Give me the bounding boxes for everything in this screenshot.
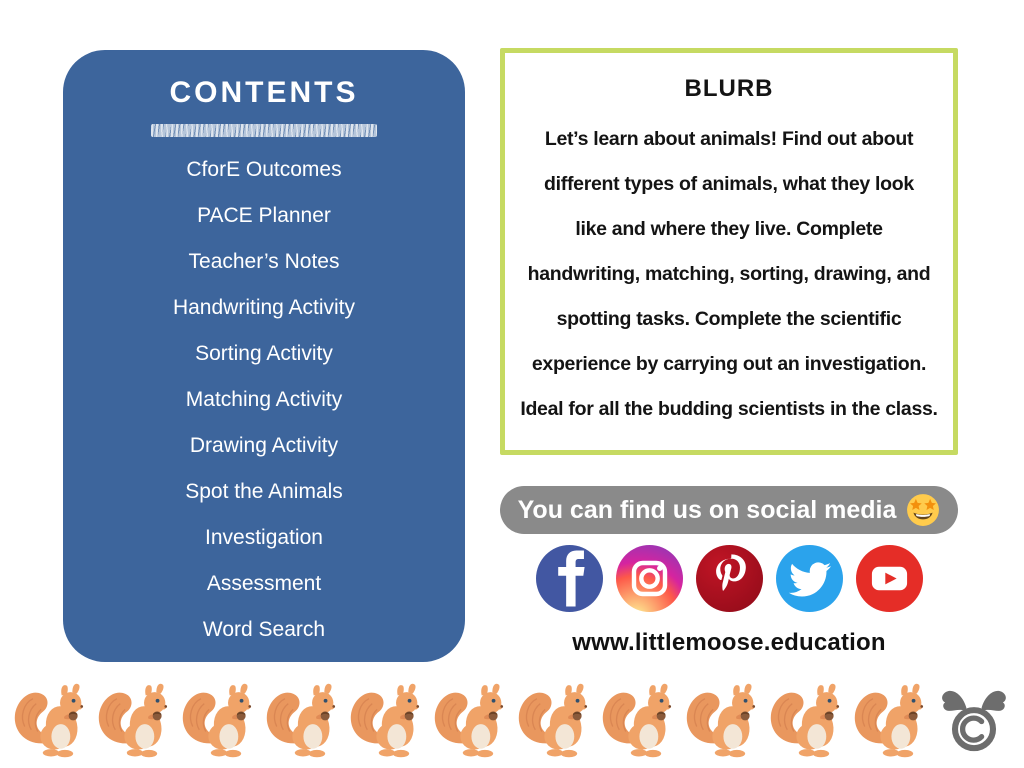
squirrel-icon (94, 676, 176, 764)
contents-item: Matching Activity (185, 388, 343, 411)
squirrel-icon (10, 676, 92, 764)
website-url[interactable]: www.littlemoose.education (572, 629, 886, 656)
blurb-box (500, 48, 958, 455)
blurb-line: different types of animals, what they look (544, 173, 914, 195)
contents-panel (63, 50, 465, 662)
chalk-underline (151, 124, 377, 137)
blurb-line: handwriting, matching, sorting, drawing, and (527, 263, 931, 285)
contents-list (63, 147, 465, 653)
squirrel-icon (598, 676, 680, 764)
contents-item: Drawing Activity (189, 434, 339, 457)
squirrel-icon (346, 676, 428, 764)
star-struck-emoji-icon (906, 493, 940, 527)
instagram-icon[interactable] (616, 545, 683, 612)
blurb-line: experience by carrying out an investigation. (531, 353, 927, 375)
social-banner-text: You can find us on social media (517, 495, 897, 524)
youtube-icon[interactable] (856, 545, 923, 612)
contents-item: Investigation (205, 526, 323, 549)
squirrel-border-row (10, 672, 1014, 764)
blurb-line: Ideal for all the budding scientists in the class. (520, 398, 938, 420)
contents-item: Sorting Activity (195, 342, 333, 365)
contents-item: Assessment (206, 572, 322, 595)
contents-item: CforE Outcomes (186, 158, 342, 181)
squirrel-icon (514, 676, 596, 764)
contents-item: Word Search (202, 618, 326, 641)
blurb-line: like and where they live. Complete (575, 218, 883, 240)
squirrel-icon (766, 676, 848, 764)
blurb-line: spotting tasks. Complete the scientific (556, 308, 902, 330)
contents-title: CONTENTS (169, 76, 359, 109)
contents-item: Teacher’s Notes (188, 250, 340, 273)
squirrel-icon (850, 676, 932, 764)
contents-item: Handwriting Activity (172, 296, 356, 319)
social-media-banner (500, 486, 958, 534)
blurb-text (505, 117, 953, 432)
squirrel-icon (178, 676, 260, 764)
twitter-icon[interactable] (776, 545, 843, 612)
contents-item: Spot the Animals (185, 480, 343, 503)
squirrel-icon (430, 676, 512, 764)
squirrel-icon (262, 676, 344, 764)
facebook-icon[interactable] (536, 545, 603, 612)
blurb-title: BLURB (684, 75, 774, 102)
pinterest-icon[interactable] (696, 545, 763, 612)
social-icons-row (500, 545, 958, 612)
moose-copyright-logo-icon (934, 682, 1014, 758)
blurb-line: Let’s learn about animals! Find out about (544, 128, 914, 150)
contents-item: PACE Planner (197, 204, 331, 227)
squirrel-icon (682, 676, 764, 764)
